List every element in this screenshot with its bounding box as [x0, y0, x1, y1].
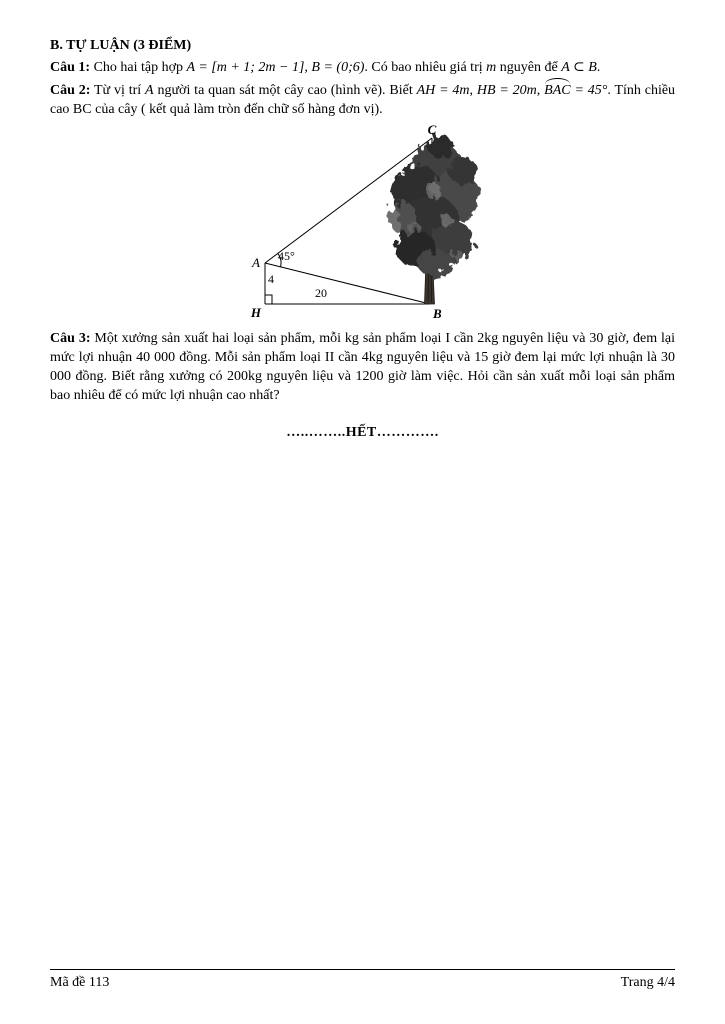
question-1-mid: . Có bao nhiêu giá trị: [364, 60, 483, 76]
question-2-math-A: A: [145, 83, 154, 99]
foliage-highlight: [407, 221, 419, 233]
question-1: [50, 58, 675, 77]
foliage-highlight: [425, 183, 441, 199]
right-angle-mark: [265, 295, 272, 304]
question-2-math-AH: AH = 4m: [416, 83, 470, 99]
question-2: [50, 81, 675, 119]
question-2-text1: Từ vị trí: [94, 83, 142, 99]
question-1-math-sets: A = [m + 1; 2m − 1], B = (0;6): [186, 60, 365, 76]
tree-figure-svg: [245, 123, 507, 323]
question-2-label: Câu 2:: [50, 83, 91, 99]
foliage-blob: [449, 157, 477, 185]
figure-label-B: B: [433, 306, 442, 322]
question-2-math-BAC-value: = 45°: [574, 83, 608, 99]
question-3-text: Một xưởng sản xuất hai loại sản phẩm, mỗi kg sản phẩm loại I cần 2kg nguyên liệu và 30 giờ, đem lại mức lợi nhuận 40 000 đồng. Mỗi sản phẩm loại II cần 4kg nguyên liệu và 15 giờ đem lại mức lợi nhuận là 30 000 đồng. Biết rằng xưởng có 200kg nguyên liệu và 1200 giờ làm việc. Hỏi cần sản xuất mỗi loại sản phẩm bao nhiêu để có mức lợi nhuận cao nhất?: [50, 331, 675, 404]
figure-label-H: H: [250, 305, 261, 321]
question-1-intro: Cho hai tập hợp: [93, 60, 184, 76]
page-number: Trang 4/4: [620, 974, 675, 990]
question-1-mid2: nguyên để: [499, 60, 558, 76]
question-2-text3: Tính chiều cao BC của cây ( kết quả làm tròn đến chữ số hàng đơn vị).: [50, 83, 676, 118]
page-content: [0, 0, 725, 442]
figure-label-A: A: [252, 255, 260, 271]
foliage-highlight: [440, 215, 454, 227]
exam-code: Mã đề 113: [50, 974, 110, 990]
foliage-blob: [417, 250, 453, 276]
line-AB: [265, 263, 430, 304]
question-2-text2: người ta quan sát một cây cao (hình vẽ). Biết: [157, 83, 413, 99]
figure-label-C: C: [427, 123, 437, 138]
question-3-label: Câu 3:: [50, 331, 91, 347]
tree-figure: [50, 123, 675, 325]
tree-foliage: [389, 136, 479, 276]
question-1-math-m: m: [486, 60, 497, 76]
question-1-end: .: [596, 60, 601, 76]
foliage-blob: [428, 136, 454, 158]
question-2-math-BAC: BAC: [544, 81, 570, 100]
end-of-exam-line: …..……..HẾT………….: [286, 425, 439, 441]
foliage-highlight: [451, 250, 463, 260]
question-2-sep1: ,: [469, 83, 473, 99]
question-3: [50, 329, 675, 405]
question-2-math-HB: HB = 20m: [476, 83, 537, 99]
figure-angle-label: 45°: [278, 249, 295, 264]
question-1-math-subset: A ⊂ B: [561, 60, 597, 76]
question-2-sep2: ,: [536, 83, 541, 99]
figure-hb-length: 20: [315, 286, 327, 301]
question-1-label: Câu 1:: [50, 60, 91, 76]
question-2-dot: .: [607, 83, 611, 99]
figure-ah-length: 4: [268, 272, 274, 287]
section-header: B. TỰ LUẬN (3 ĐIỂM): [50, 38, 192, 53]
page-footer: [50, 969, 675, 992]
